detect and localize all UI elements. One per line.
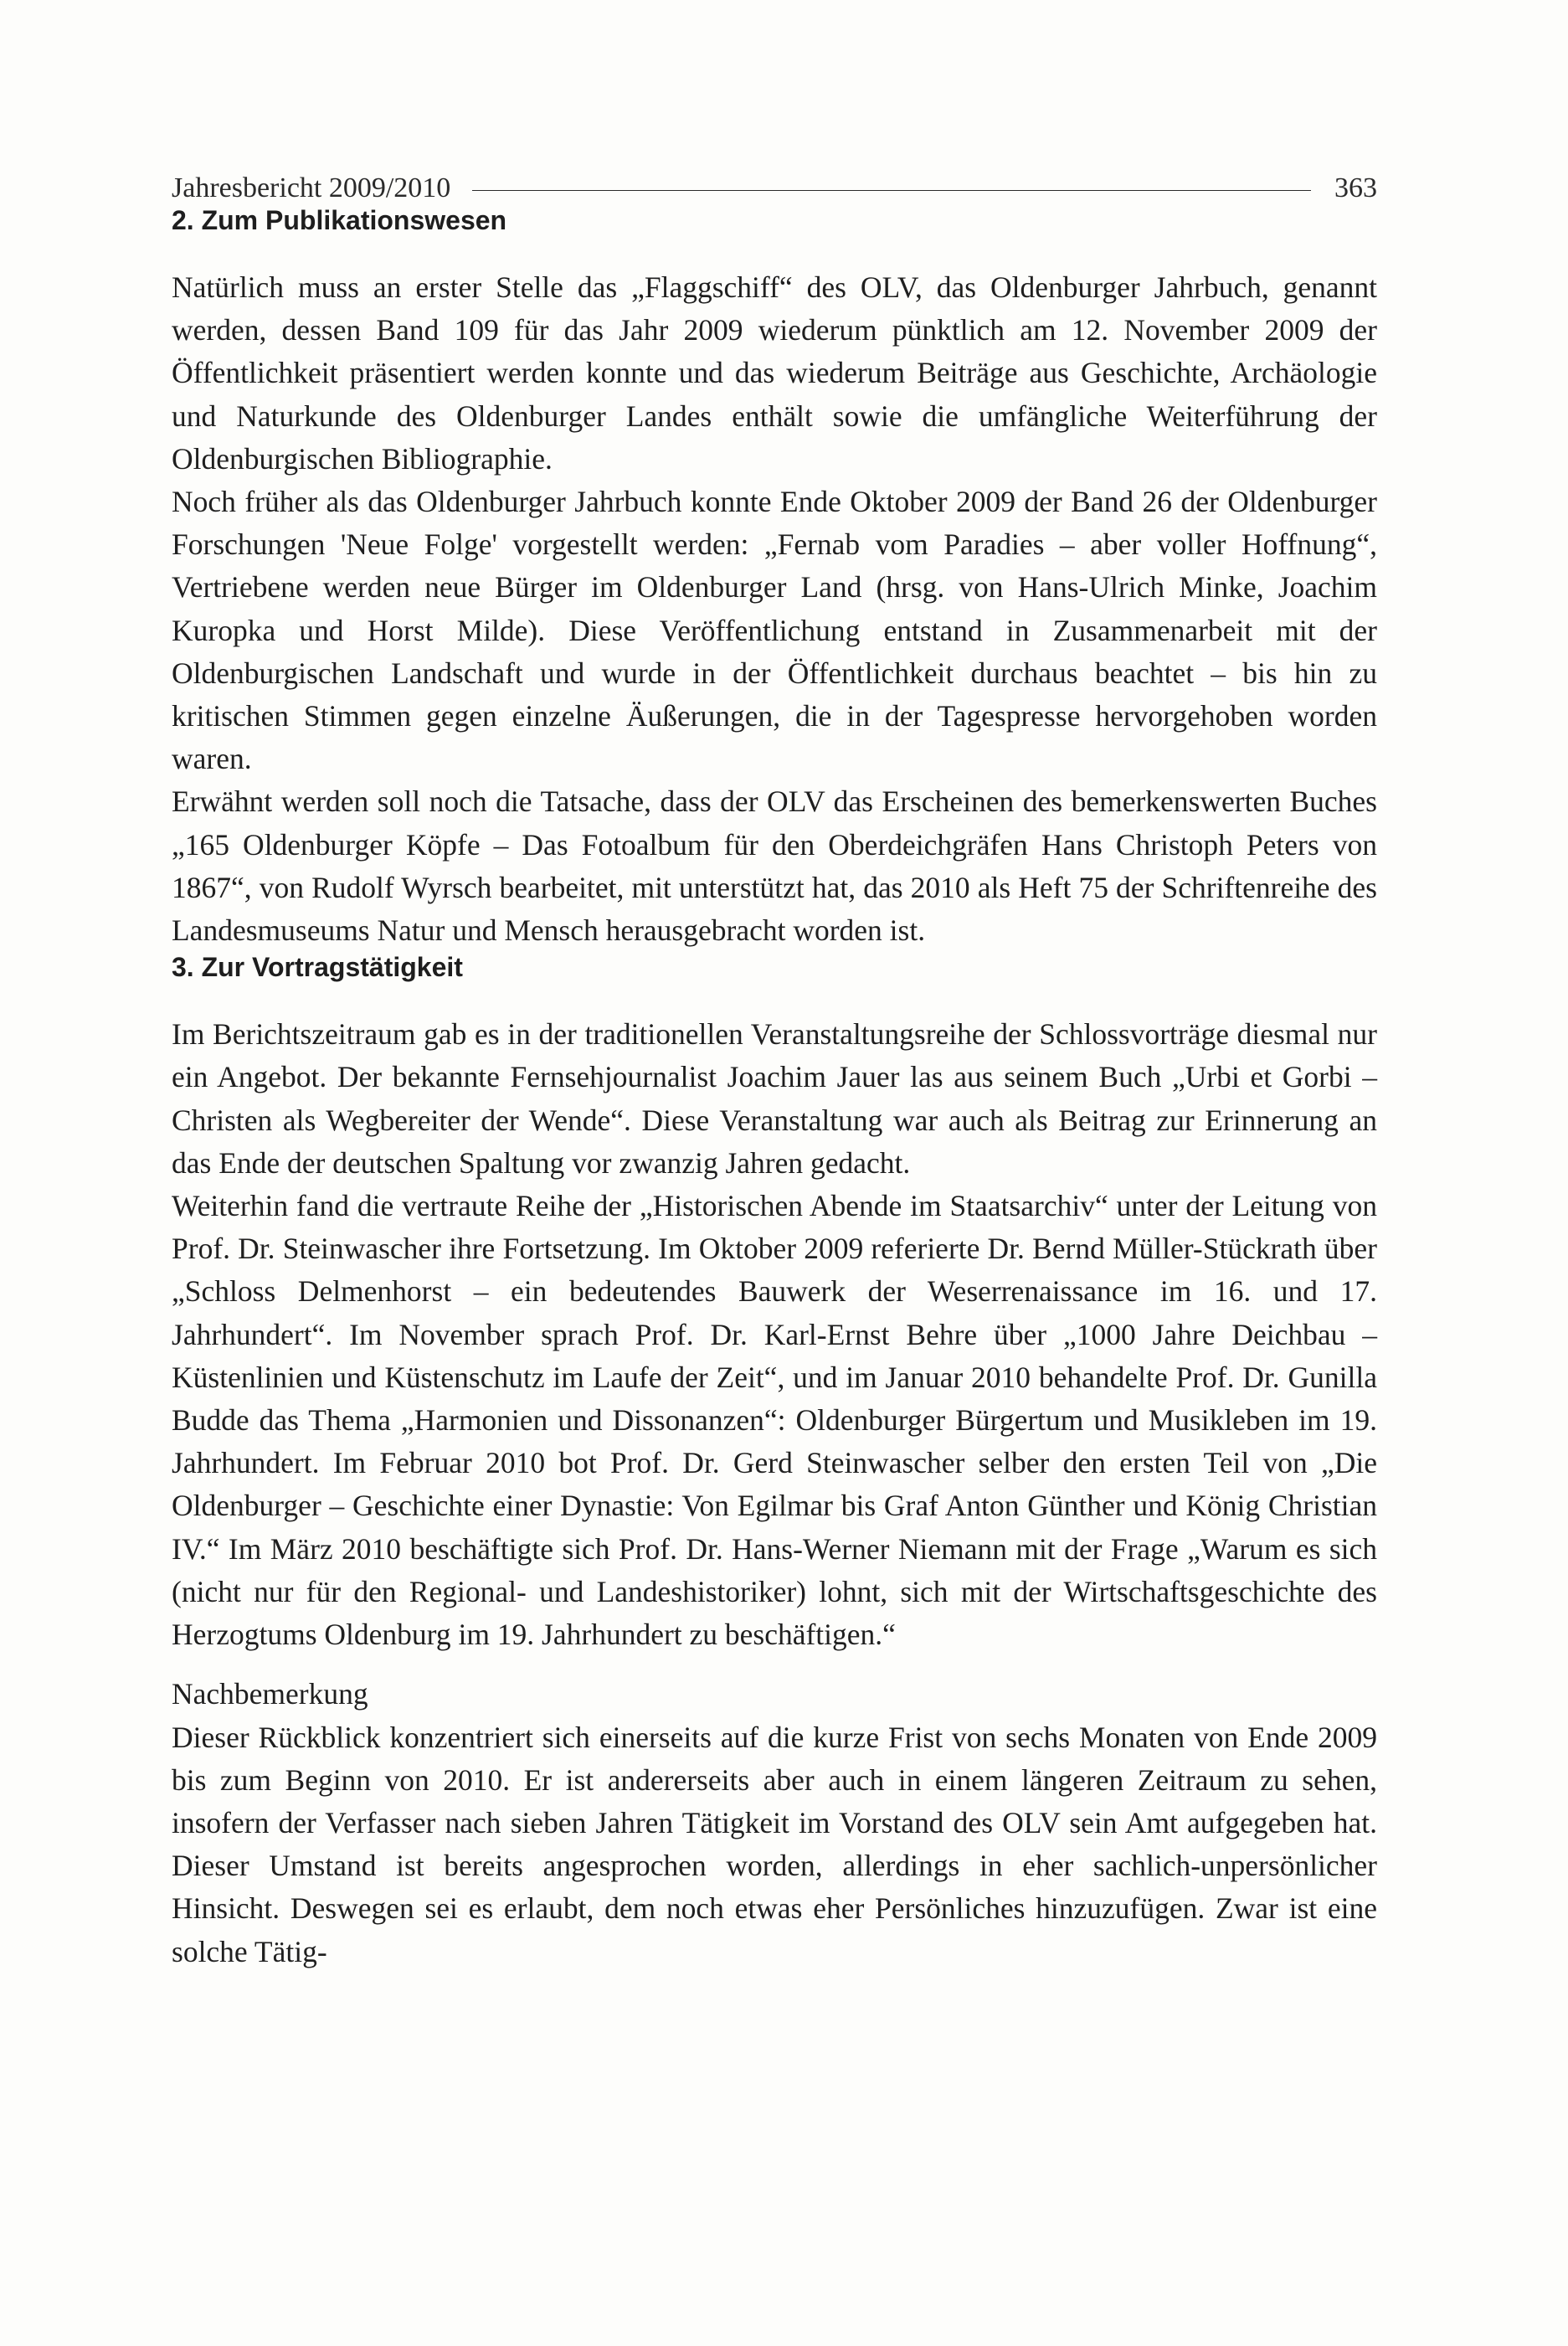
running-head-title: Jahresbericht 2009/2010 [172, 172, 451, 203]
document-page [172, 172, 1377, 1973]
paragraph: Dieser Rückblick konzentriert sich einerseits auf die kurze Frist von sechs Monaten von Ende 2009 bis zum Beginn von 2010. Er ist andererseits aber auch in einem längeren Zeitraum zu sehen, insofern der Verfasser nach sieben Jahren Tätigkeit im Vorstand des OLV sein Amt aufgegeben hat. Dieser Umstand ist bereits angesprochen worden, allerdings in eher sachlich-unpersönlicher Hinsicht. Deswegen sei es erlaubt, dem noch etwas eher Persönliches hinzuzufügen. Zwar ist eine solche Tätig- [172, 1720, 1377, 1968]
paragraph: Im Berichtszeitraum gab es in der traditionellen Veranstaltungsreihe der Schlossvorträge diesmal nur ein Angebot. Der bekannte Fernsehjournalist Joachim Jauer las aus seinem Buch „Urbi et Gorbi – Christen als Wegbereiter der Wende“. Diese Veranstaltung war auch als Beitrag zur Erinnerung an das Ende der deutschen Spaltung vor zwanzig Jahren gedacht. [172, 1017, 1377, 1180]
section-body-publikationswesen [172, 266, 1377, 952]
paragraph: Erwähnt werden soll noch die Tatsache, dass der OLV das Erscheinen des bemerkenswerten Buches „165 Oldenburger Köpfe – Das Fotoalbum für den Oberdeichgräfen Hans Christoph Peters von 1867“, von Rudolf Wyrsch bearbeitet, mit unterstützt hat, das 2010 als Heft 75 der Schriftenreihe des Landesmuseums Natur und Mensch herausgebracht worden ist. [172, 785, 1377, 948]
section-heading-publikationswesen: 2. Zum Publikationswesen [172, 205, 507, 235]
paragraph: Natürlich muss an erster Stelle das „Flaggschiff“ des OLV, das Oldenburger Jahrbuch, genannt werden, dessen Band 109 für das Jahr 2009 wiederum pünktlich am 12. November 2009 der Öffentlichkeit präsentiert werden konnte und das wiederum Beiträge aus Geschichte, Archäologie und Naturkunde des Oldenburger Landes enthält sowie die umfängliche Weiterführung der Oldenburgischen Bibliographie. [172, 270, 1377, 476]
page-number: 363 [1334, 172, 1377, 203]
section-heading-vortragstaetigkeit: 3. Zur Vortragstätigkeit [172, 952, 463, 983]
section-body-vortragstaetigkeit [172, 1013, 1377, 1656]
paragraph: Weiterhin fand die vertraute Reihe der „Historischen Abende im Staatsarchiv“ unter der Leitung von Prof. Dr. Steinwascher ihre Fortsetzung. Im Oktober 2009 referierte Dr. Bernd Müller-Stückrath über „Schloss Delmenhorst – ein bedeutendes Bauwerk der Weserrenaissance im 16. und 17. Jahrhundert“. Im November sprach Prof. Dr. Karl-Ernst Behre über „1000 Jahre Deichbau – Küstenlinien und Küstenschutz im Laufe der Zeit“, und im Januar 2010 behandelte Prof. Dr. Gunilla Budde das Thema „Harmonien und Dissonanzen“: Oldenburger Bürgertum und Musikleben im 19. Jahrhundert. Im Februar 2010 bot Prof. Dr. Gerd Steinwascher selber den ersten Teil von „Die Oldenburger – Geschichte einer Dynastie: Von Egilmar bis Graf Anton Günther und König Christian IV.“ Im März 2010 beschäftigte sich Prof. Dr. Hans-Werner Niemann mit der Frage „Warum es sich (nicht nur für den Regional- und Landeshistoriker) lohnt, sich mit der Wirtschaftsgeschichte des Herzogtums Oldenburg im 19. Jahrhundert zu beschäftigen.“ [172, 1189, 1377, 1652]
header-rule [472, 190, 1311, 191]
paragraph: Noch früher als das Oldenburger Jahrbuch konnte Ende Oktober 2009 der Band 26 der Oldenburger Forschungen 'Neue Folge' vorgestellt werden: „Fernab vom Paradies – aber voller Hoffnung“, Vertriebene werden neue Bürger im Oldenburger Land (hrsg. von Hans-Ulrich Minke, Joachim Kuropka und Horst Milde). Diese Veröffentlichung entstand in Zusammenarbeit mit der Oldenburgischen Landschaft und wurde in der Öffentlichkeit durchaus beachtet – bis hin zu kritischen Stimmen gegen einzelne Äußerungen, die in der Tagespresse hervorgehoben worden waren. [172, 485, 1377, 776]
nachbemerkung-heading: Nachbemerkung [172, 1677, 368, 1711]
running-head [172, 172, 1377, 205]
